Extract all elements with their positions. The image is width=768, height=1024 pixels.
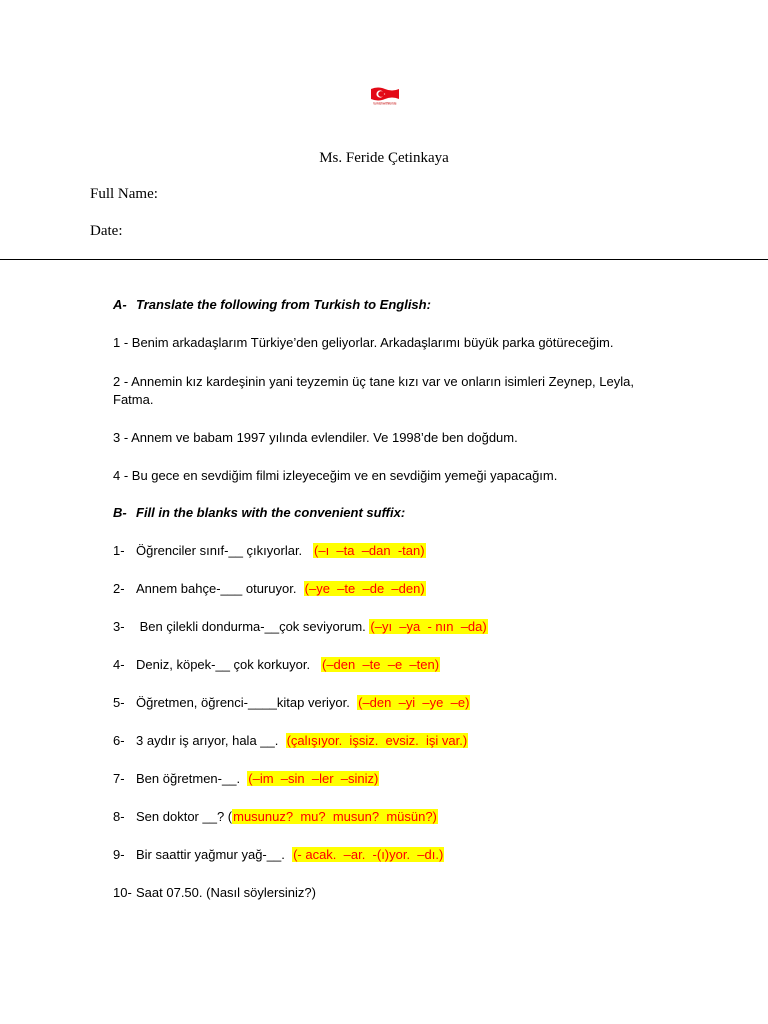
teacher-name: Ms. Feride Çetinkaya <box>319 150 449 166</box>
section-a-title: Translate the following from Turkish to English: <box>136 297 431 312</box>
section-b-item <box>113 580 426 598</box>
header-divider <box>0 259 768 260</box>
item-text: Saat 07.50. (Nasıl söylersiniz?) <box>136 885 316 900</box>
item-number: 8- <box>113 809 125 824</box>
section-a-heading <box>113 297 431 312</box>
section-b-letter: B- <box>113 505 127 520</box>
section-b-title: Fill in the blanks with the convenient suffix: <box>136 505 406 520</box>
suffix-options: (–ye –te –de –den) <box>304 581 425 596</box>
section-a-item-3: 3 - Annem ve babam 1997 yılında evlendiler. Ve 1998’de ben doğdum. <box>113 430 518 445</box>
section-b-item <box>113 618 488 636</box>
item-number: 7- <box>113 771 125 786</box>
suffix-options: (–im –sin –ler –siniz) <box>248 771 379 786</box>
item-text: Ben çilekli dondurma-__çok seviyorum. <box>136 619 370 634</box>
item-number: 9- <box>113 847 125 862</box>
item-number: 3- <box>113 619 125 634</box>
item-text: Bir saattir yağmur yağ-__. <box>136 847 293 862</box>
logo-text: turkishwithferide <box>373 101 397 106</box>
date-label: Date: <box>90 223 123 239</box>
suffix-options: musunuz? mu? musun? müsün?) <box>233 809 437 824</box>
item-text: 3 aydır iş arıyor, hala __. <box>136 733 286 748</box>
turkish-flag-logo-icon <box>369 86 401 106</box>
item-number: 5- <box>113 695 125 710</box>
item-text: Ben öğretmen-__. <box>136 771 248 786</box>
suffix-options: (–den –yi –ye –e) <box>358 695 470 710</box>
item-text: Annem bahçe-___ oturuyor. <box>136 581 304 596</box>
item-number: 4- <box>113 657 125 672</box>
item-number: 1- <box>113 543 125 558</box>
section-b-heading <box>113 505 405 520</box>
suffix-options: (çalışıyor. işsiz. evsiz. işi var.) <box>286 733 468 748</box>
section-b-item <box>113 694 470 712</box>
item-text: Deniz, köpek-__ çok korkuyor. <box>136 657 321 672</box>
suffix-options: (–den –te –e –ten) <box>321 657 440 672</box>
item-text: Öğrenciler sınıf-__ çıkıyorlar. <box>136 543 314 558</box>
item-number: 10- <box>113 885 132 900</box>
section-b-item <box>113 542 426 560</box>
section-b-item <box>113 656 440 674</box>
item-number: 2- <box>113 581 125 596</box>
section-b-item <box>113 770 379 788</box>
section-a-letter: A- <box>113 297 127 312</box>
section-a-item-4: 4 - Bu gece en sevdiğim filmi izleyeceğim ve en sevdiğim yemeği yapacağım. <box>113 468 558 483</box>
section-a-item-1: 1 - Benim arkadaşlarım Türkiye’den geliyorlar. Arkadaşlarımı büyük parka götüreceğim. <box>113 335 614 350</box>
item-number: 6- <box>113 733 125 748</box>
section-a-item-2: 2 - Annemin kız kardeşinin yani teyzemin üç tane kızı var ve onların isimleri Zeynep, Leyla, Fatma. <box>113 374 634 407</box>
item-text: Sen doktor __? ( <box>136 809 233 824</box>
full-name-label: Full Name: <box>90 186 158 202</box>
suffix-options: (–ı –ta –dan -tan) <box>314 543 425 558</box>
section-b-item <box>113 808 438 826</box>
suffix-options: (–yı –ya - nın –da) <box>370 619 487 634</box>
section-b-item <box>113 846 444 864</box>
section-b-item <box>113 884 316 902</box>
item-text: Öğretmen, öğrenci-____kitap veriyor. <box>136 695 358 710</box>
suffix-options: (- acak. –ar. -(ı)yor. –dı.) <box>293 847 444 862</box>
section-b-item <box>113 732 468 750</box>
